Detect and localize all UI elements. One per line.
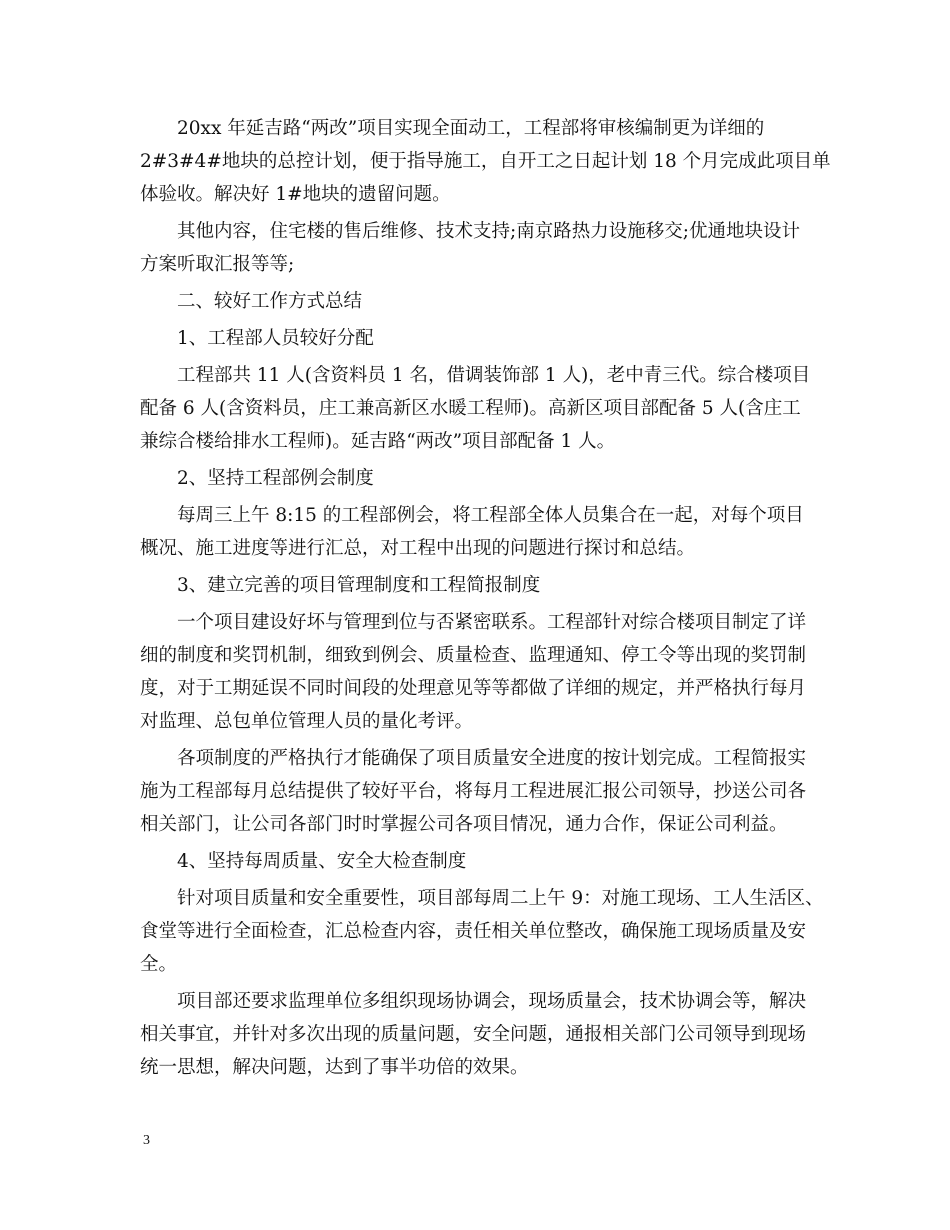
text-line: 体验收。解决好 1#地块的遗留问题。 bbox=[140, 184, 451, 205]
text-line: 兼综合楼给排水工程师)。延吉路“两改”项目部配备 1 人。 bbox=[140, 431, 616, 452]
heading-text: 4、坚持每周质量、安全大检查制度 bbox=[177, 851, 467, 872]
subsection-heading bbox=[140, 462, 830, 495]
text-line: 一个项目建设好坏与管理到位与否紧密联系。工程部针对综合楼项目制定了详 bbox=[177, 612, 807, 633]
text-line: 全。 bbox=[140, 954, 178, 975]
text-line: 施为工程部每月总结提供了较好平台，将每月工程进展汇报公司领导，抄送公司各 bbox=[140, 781, 807, 802]
text-line: 统一思想，解决问题，达到了事半功倍的效果。 bbox=[140, 1057, 529, 1078]
paragraph-management-system bbox=[140, 606, 830, 738]
paragraph-other-content bbox=[140, 215, 830, 281]
heading-text: 3、建立完善的项目管理制度和工程简报制度 bbox=[177, 575, 541, 596]
text-line: 各项制度的严格执行才能确保了项目质量安全进度的按计划完成。工程简报实 bbox=[177, 748, 807, 769]
text-line: 概况、施工进度等进行汇总，对工程中出现的问题进行探讨和总结。 bbox=[140, 538, 696, 559]
text-line: 相关部门，让公司各部门时时掌握公司各项目情况，通力合作，保证公司利益。 bbox=[140, 814, 788, 835]
text-line: 度，对于工期延误不同时间段的处理意见等等都做了详细的规定，并严格执行每月 bbox=[140, 678, 807, 699]
text-line: 工程部共 11 人(含资料员 1 名，借调装饰部 1 人)，老中青三代。综合楼项目 bbox=[177, 365, 811, 386]
text-line: 细的制度和奖罚机制，细致到例会、质量检查、监理通知、停工令等出现的奖罚制 bbox=[140, 645, 807, 666]
paragraph-coordination bbox=[140, 985, 830, 1084]
subsection-heading bbox=[140, 845, 830, 878]
document-body bbox=[140, 112, 830, 1084]
subsection-heading bbox=[140, 322, 830, 355]
text-line: 对监理、总包单位管理人员的量化考评。 bbox=[140, 711, 474, 732]
heading-text: 二、较好工作方式总结 bbox=[177, 291, 363, 312]
subsection-heading bbox=[140, 569, 830, 602]
paragraph-staffing bbox=[140, 359, 830, 458]
text-line: 每周三上午 8:15 的工程部例会，将工程部全体人员集合在一起，对每个项目 bbox=[177, 505, 804, 526]
page-number: 3 bbox=[143, 1133, 150, 1148]
text-line: 方案听取汇报等等; bbox=[140, 254, 295, 275]
text-line: 相关事宜，并针对多次出现的质量问题，安全问题，通报相关部门公司领导到现场 bbox=[140, 1024, 807, 1045]
text-line: 其他内容，住宅楼的售后维修、技术支持;南京路热力设施移交;优通地块设计 bbox=[177, 221, 800, 242]
heading-text: 1、工程部人员较好分配 bbox=[177, 328, 374, 349]
heading-text: 2、坚持工程部例会制度 bbox=[177, 468, 374, 489]
text-line: 食堂等进行全面检查，汇总检查内容，责任相关单位整改，确保施工现场质量及安 bbox=[140, 921, 807, 942]
text-line: 针对项目质量和安全重要性，项目部每周二上午 9：对施工现场、工人生活区、 bbox=[177, 888, 824, 909]
paragraph-reporting bbox=[140, 742, 830, 841]
paragraph-weekly-meeting bbox=[140, 499, 830, 565]
text-line: 2#3#4#地块的总控计划，便于指导施工，自开工之日起计划 18 个月完成此项目单 bbox=[140, 151, 831, 172]
text-line: 20xx 年延吉路“两改”项目实现全面动工，工程部将审核编制更为详细的 bbox=[177, 118, 765, 139]
section-heading bbox=[140, 285, 830, 318]
text-line: 项目部还要求监理单位多组织现场协调会，现场质量会，技术协调会等，解决 bbox=[177, 991, 807, 1012]
text-line: 配备 6 人(含资料员，庄工兼高新区水暖工程师)。高新区项目部配备 5 人(含庄工 bbox=[140, 398, 801, 419]
paragraph-progress-plan bbox=[140, 112, 830, 211]
paragraph-inspection bbox=[140, 882, 830, 981]
